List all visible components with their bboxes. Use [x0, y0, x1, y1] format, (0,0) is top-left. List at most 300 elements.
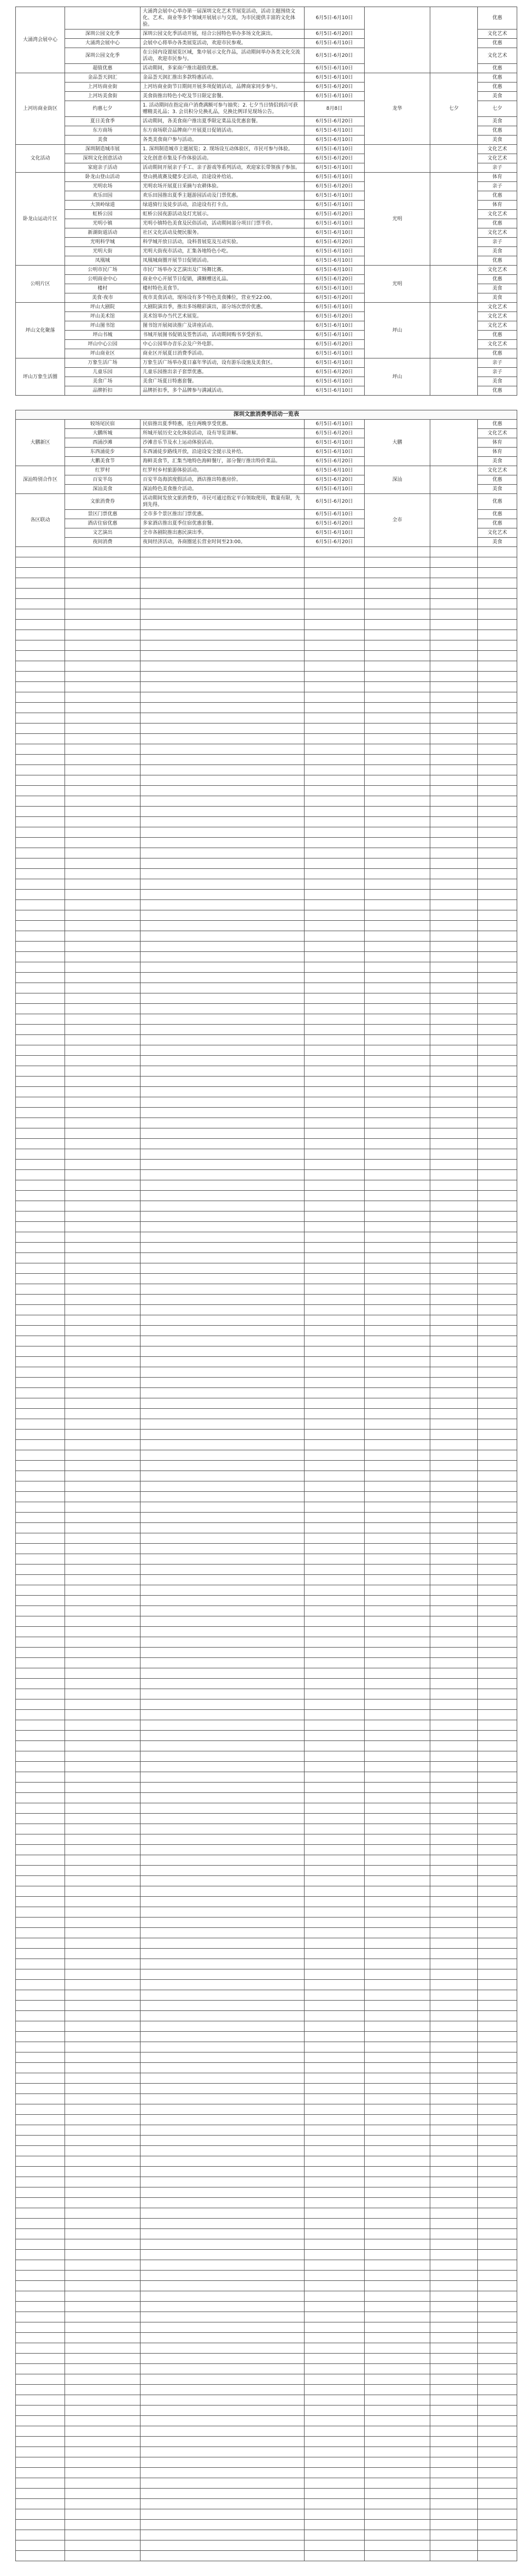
empty-cell	[65, 900, 141, 910]
category-cell: 美食	[478, 457, 517, 466]
empty-cell	[305, 640, 365, 651]
table-row	[16, 1783, 517, 1793]
empty-cell	[478, 2187, 517, 2198]
table-row	[16, 744, 517, 755]
empty-cell	[478, 1606, 517, 1616]
empty-cell	[430, 661, 478, 672]
empty-cell	[16, 1419, 65, 1430]
item-desc-cell: 深圳公园文化季活动开展，结合公园特色举办多场文化演出。	[141, 30, 305, 39]
empty-cell	[16, 1751, 65, 1762]
item-desc-cell: 1. 活动期间在指定商户消费满额可参与抽奖；2. 七夕当日情侣到店可获赠精美礼品；3. 会员积分兑换礼品，兑换比例详见现场公告。	[141, 101, 305, 117]
empty-cell	[141, 744, 305, 755]
empty-cell	[305, 1025, 365, 1035]
empty-cell	[365, 640, 430, 651]
empty-cell	[16, 1326, 65, 1336]
empty-cell	[305, 2187, 365, 2198]
empty-cell	[365, 2302, 430, 2312]
empty-cell	[65, 734, 141, 744]
empty-cell	[16, 1845, 65, 1855]
table-row	[16, 807, 517, 817]
empty-cell	[65, 1128, 141, 1139]
item-name-cell: 美食·夜市	[65, 293, 141, 303]
empty-cell	[65, 1980, 141, 1990]
empty-cell	[141, 640, 305, 651]
empty-cell	[478, 2509, 517, 2520]
item-name-cell: 坪山中心公园	[65, 340, 141, 349]
empty-cell	[365, 1295, 430, 1305]
empty-cell	[305, 2489, 365, 2499]
empty-cell	[16, 1128, 65, 1139]
empty-cell	[305, 692, 365, 703]
empty-cell	[365, 983, 430, 993]
empty-cell	[365, 1720, 430, 1731]
table-row	[16, 921, 517, 931]
empty-cell	[141, 1232, 305, 1243]
item-desc-cell: 活动期间发放文旅消费券，市民可通过指定平台领取使用，数量有限，先到先得。	[141, 494, 305, 510]
item-name-cell: 深圳公园文化季	[65, 48, 141, 64]
empty-cell	[141, 1990, 305, 2001]
empty-cell	[65, 2447, 141, 2457]
empty-cell	[365, 2354, 430, 2364]
empty-cell	[305, 557, 365, 568]
empty-cell	[16, 2229, 65, 2239]
item-desc-cell: 活动期间，各美食商户推出夏季限定菜品及优惠套餐。	[141, 117, 305, 126]
empty-cell	[305, 1928, 365, 1938]
empty-cell	[65, 1201, 141, 1211]
empty-cell	[305, 900, 365, 910]
empty-cell	[365, 1274, 430, 1284]
empty-cell	[430, 568, 478, 578]
empty-cell	[478, 1097, 517, 1108]
empty-cell	[65, 1596, 141, 1606]
empty-cell	[305, 1211, 365, 1222]
empty-cell	[478, 765, 517, 775]
empty-cell	[65, 1575, 141, 1585]
item-name-cell: 家庭亲子活动	[65, 163, 141, 173]
empty-cell	[141, 1596, 305, 1606]
category-cell: 文化艺术	[478, 312, 517, 321]
item-time-cell: 6月5日-6月20日	[305, 312, 365, 321]
empty-cell	[305, 1346, 365, 1357]
empty-cell	[141, 2239, 305, 2250]
empty-cell	[16, 1160, 65, 1170]
empty-cell	[16, 1606, 65, 1616]
empty-cell	[430, 2302, 478, 2312]
item-time-cell: 6月5日-6月20日	[305, 30, 365, 39]
empty-cell	[430, 1284, 478, 1295]
empty-cell	[305, 1160, 365, 1170]
empty-cell	[65, 1990, 141, 2001]
empty-cell	[65, 1118, 141, 1128]
table-row	[16, 1845, 517, 1855]
category-cell: 美食	[478, 247, 517, 256]
empty-cell	[365, 620, 430, 630]
empty-cell	[65, 578, 141, 589]
table-row	[16, 2551, 517, 2561]
empty-cell	[305, 1762, 365, 1772]
empty-cell	[16, 879, 65, 890]
table-row	[16, 1253, 517, 1263]
location-cell	[430, 358, 478, 396]
empty-cell	[141, 661, 305, 672]
empty-cell	[141, 1419, 305, 1430]
empty-cell	[478, 838, 517, 848]
table-row	[16, 1980, 517, 1990]
table-row	[16, 2260, 517, 2271]
empty-cell	[365, 2540, 430, 2551]
table-row	[16, 2281, 517, 2291]
table-row	[16, 2343, 517, 2354]
empty-cell	[16, 2343, 65, 2354]
empty-cell	[65, 1907, 141, 1918]
empty-cell	[430, 2530, 478, 2540]
empty-cell	[478, 1928, 517, 1938]
table-row	[16, 2354, 517, 2364]
empty-cell	[430, 2395, 478, 2406]
table-row	[16, 2530, 517, 2540]
table-row	[16, 2468, 517, 2478]
table-row	[16, 1886, 517, 1897]
empty-cell	[430, 1056, 478, 1066]
table-row	[16, 713, 517, 724]
empty-cell	[305, 1731, 365, 1741]
empty-cell	[430, 2478, 478, 2489]
empty-cell	[365, 2343, 430, 2354]
empty-cell	[16, 2333, 65, 2343]
empty-cell	[65, 1284, 141, 1295]
empty-cell	[65, 2374, 141, 2385]
empty-cell	[141, 1409, 305, 1419]
empty-cell	[365, 1077, 430, 1087]
empty-cell	[65, 973, 141, 983]
empty-cell	[430, 1305, 478, 1315]
item-name-cell: 坪山美术馆	[65, 312, 141, 321]
empty-cell	[365, 1918, 430, 1928]
empty-cell	[141, 1274, 305, 1284]
empty-cell	[65, 640, 141, 651]
empty-cell	[65, 1938, 141, 1949]
empty-cell	[16, 1243, 65, 1253]
empty-cell	[16, 2468, 65, 2478]
empty-cell	[478, 2063, 517, 2073]
empty-cell	[141, 1803, 305, 1814]
empty-cell	[141, 931, 305, 942]
empty-cell	[478, 900, 517, 910]
empty-cell	[430, 1793, 478, 1803]
empty-cell	[430, 2457, 478, 2468]
empty-cell	[141, 2219, 305, 2229]
table-row	[16, 1834, 517, 1845]
item-name-cell: 夏日美食季	[65, 117, 141, 126]
empty-cell	[365, 2520, 430, 2530]
empty-cell	[65, 2032, 141, 2042]
empty-cell	[305, 1783, 365, 1793]
empty-cell	[65, 1834, 141, 1845]
empty-cell	[430, 2437, 478, 2447]
empty-cell	[430, 1762, 478, 1772]
table-row	[16, 1243, 517, 1253]
empty-cell	[478, 2125, 517, 2136]
empty-cell	[65, 703, 141, 713]
table-row	[16, 2032, 517, 2042]
empty-cell	[141, 1710, 305, 1720]
empty-cell	[478, 1211, 517, 1222]
empty-cell	[365, 2437, 430, 2447]
empty-cell	[65, 1679, 141, 1689]
empty-cell	[478, 1481, 517, 1492]
empty-cell	[65, 1637, 141, 1648]
empty-cell	[65, 1762, 141, 1772]
empty-cell	[305, 2229, 365, 2239]
category-cell: 美食	[478, 377, 517, 386]
empty-cell	[65, 692, 141, 703]
empty-cell	[430, 1710, 478, 1720]
empty-cell	[305, 630, 365, 640]
empty-cell	[16, 2011, 65, 2021]
empty-cell	[365, 2001, 430, 2011]
empty-cell	[478, 1232, 517, 1243]
empty-cell	[365, 755, 430, 765]
empty-cell	[16, 921, 65, 931]
empty-cell	[430, 1336, 478, 1346]
empty-cell	[141, 796, 305, 807]
empty-cell	[305, 2073, 365, 2084]
empty-cell	[16, 1450, 65, 1461]
empty-cell	[365, 2489, 430, 2499]
empty-cell	[16, 1045, 65, 1056]
empty-cell	[16, 2239, 65, 2250]
empty-cell	[430, 703, 478, 713]
empty-cell	[430, 1201, 478, 1211]
empty-cell	[430, 2001, 478, 2011]
empty-cell	[305, 1077, 365, 1087]
empty-cell	[305, 1326, 365, 1336]
item-time-cell: 6月5日-6月10日	[305, 438, 365, 448]
empty-cell	[365, 2530, 430, 2540]
empty-cell	[365, 1658, 430, 1668]
empty-cell	[305, 2167, 365, 2177]
empty-cell	[65, 2177, 141, 2187]
empty-cell	[16, 1803, 65, 1814]
item-time-cell: 6月5日-6月10日	[305, 201, 365, 210]
empty-cell	[430, 2084, 478, 2094]
table-row	[16, 1419, 517, 1430]
table-row	[16, 2312, 517, 2322]
empty-cell	[141, 2447, 305, 2457]
category-cell: 文化艺术	[478, 145, 517, 154]
empty-cell	[16, 609, 65, 620]
item-name-cell: 上河坊美食街	[65, 92, 141, 101]
empty-cell	[65, 2260, 141, 2271]
table-row	[16, 2291, 517, 2302]
empty-cell	[478, 1315, 517, 1326]
empty-cell	[141, 1336, 305, 1346]
empty-cell	[305, 2115, 365, 2125]
empty-cell	[65, 807, 141, 817]
table-row	[16, 1045, 517, 1056]
empty-cell	[65, 2520, 141, 2530]
table-row	[16, 910, 517, 921]
empty-cell	[430, 1751, 478, 1762]
empty-cell	[16, 1793, 65, 1803]
empty-cell	[478, 2530, 517, 2540]
empty-cell	[430, 2322, 478, 2333]
empty-cell	[430, 1741, 478, 1751]
empty-cell	[430, 1616, 478, 1627]
empty-cell	[365, 1160, 430, 1170]
empty-cell	[365, 1367, 430, 1378]
item-desc-cell: 东方商场联合品牌商户开展夏日促销活动。	[141, 126, 305, 136]
empty-cell	[141, 2208, 305, 2219]
empty-cell	[305, 2343, 365, 2354]
empty-cell	[141, 1876, 305, 1886]
empty-cell	[305, 1741, 365, 1751]
empty-cell	[16, 1004, 65, 1014]
empty-cell	[430, 2177, 478, 2187]
empty-cell	[430, 1596, 478, 1606]
empty-cell	[141, 1824, 305, 1834]
table-row	[16, 651, 517, 661]
empty-cell	[365, 2322, 430, 2333]
empty-cell	[141, 993, 305, 1004]
empty-cell	[16, 557, 65, 568]
empty-cell	[478, 1596, 517, 1606]
empty-cell	[305, 1139, 365, 1149]
table-row	[16, 2104, 517, 2115]
table-row	[16, 827, 517, 838]
empty-cell	[16, 1378, 65, 1388]
category-cell: 亲子	[478, 182, 517, 191]
empty-cell	[478, 1637, 517, 1648]
empty-cell	[478, 1035, 517, 1045]
empty-cell	[305, 2032, 365, 2042]
table-row	[16, 1918, 517, 1928]
empty-cell	[141, 2260, 305, 2271]
empty-cell	[365, 1969, 430, 1980]
empty-cell	[141, 1388, 305, 1398]
empty-cell	[141, 1575, 305, 1585]
empty-cell	[16, 2032, 65, 2042]
empty-cell	[305, 817, 365, 827]
empty-cell	[478, 2281, 517, 2291]
empty-cell	[430, 1481, 478, 1492]
empty-cell	[478, 2540, 517, 2551]
empty-cell	[16, 589, 65, 599]
empty-cell	[478, 858, 517, 869]
empty-cell	[141, 2136, 305, 2146]
empty-cell	[16, 973, 65, 983]
empty-cell	[65, 1035, 141, 1045]
empty-cell	[141, 1907, 305, 1918]
empty-cell	[430, 2125, 478, 2136]
empty-cell	[16, 2001, 65, 2011]
empty-cell	[65, 1045, 141, 1056]
empty-cell	[305, 2447, 365, 2457]
empty-cell	[365, 1357, 430, 1367]
empty-cell	[65, 2395, 141, 2406]
empty-cell	[141, 2198, 305, 2208]
empty-cell	[65, 2478, 141, 2489]
item-name-cell: 坪山图书馆	[65, 321, 141, 331]
empty-cell	[141, 1191, 305, 1201]
item-name-cell: 金品荟天润汇	[65, 73, 141, 83]
table-row	[16, 2125, 517, 2136]
empty-cell	[141, 900, 305, 910]
empty-cell	[305, 2385, 365, 2395]
empty-cell	[478, 2406, 517, 2416]
empty-cell	[430, 1855, 478, 1866]
empty-cell	[305, 1409, 365, 1419]
item-name-cell: 深汕美食	[65, 485, 141, 494]
empty-cell	[478, 1253, 517, 1263]
item-desc-cell: 各类美食商户参与活动。	[141, 136, 305, 145]
empty-cell	[65, 713, 141, 724]
table-row	[16, 1284, 517, 1295]
category-cell: 美食	[478, 117, 517, 126]
table-row	[16, 2437, 517, 2447]
empty-cell	[365, 1554, 430, 1565]
empty-cell	[16, 2260, 65, 2271]
empty-cell	[365, 1648, 430, 1658]
empty-cell	[16, 1648, 65, 1658]
empty-cell	[478, 952, 517, 962]
empty-cell	[141, 2084, 305, 2094]
table-row	[16, 1575, 517, 1585]
empty-cell	[305, 1834, 365, 1845]
empty-cell	[430, 1066, 478, 1077]
empty-cell	[141, 1128, 305, 1139]
empty-cell	[430, 672, 478, 682]
category-cell: 优惠	[478, 510, 517, 519]
empty-cell	[65, 1315, 141, 1326]
empty-cell	[141, 786, 305, 796]
empty-cell	[16, 1554, 65, 1565]
empty-cell	[65, 1959, 141, 1969]
empty-cell	[65, 2426, 141, 2437]
item-name-cell: 大顶岭绿道	[65, 201, 141, 210]
item-name-cell: 光明大街	[65, 247, 141, 256]
empty-cell	[478, 827, 517, 838]
empty-cell	[16, 838, 65, 848]
empty-cell	[305, 1243, 365, 1253]
empty-cell	[478, 1461, 517, 1471]
empty-cell	[305, 2374, 365, 2385]
table-row	[16, 2447, 517, 2457]
empty-cell	[305, 1918, 365, 1928]
empty-cell	[305, 1959, 365, 1969]
empty-cell	[65, 2354, 141, 2364]
empty-cell	[365, 879, 430, 890]
empty-cell	[16, 1295, 65, 1305]
empty-cell	[141, 1658, 305, 1668]
empty-cell	[365, 599, 430, 609]
category-cell: 亲子	[478, 358, 517, 368]
empty-cell	[365, 1492, 430, 1502]
table-row	[16, 640, 517, 651]
empty-cell	[478, 599, 517, 609]
empty-cell	[141, 983, 305, 993]
empty-cell	[305, 1419, 365, 1430]
empty-cell	[305, 2291, 365, 2302]
item-name-cell: 夜间消费	[65, 538, 141, 547]
empty-cell	[305, 2063, 365, 2073]
empty-cell	[141, 2354, 305, 2364]
item-name-cell: 公明商业中心	[65, 275, 141, 284]
empty-cell	[305, 620, 365, 630]
empty-cell	[16, 775, 65, 786]
empty-cell	[141, 1928, 305, 1938]
empty-cell	[305, 2457, 365, 2468]
